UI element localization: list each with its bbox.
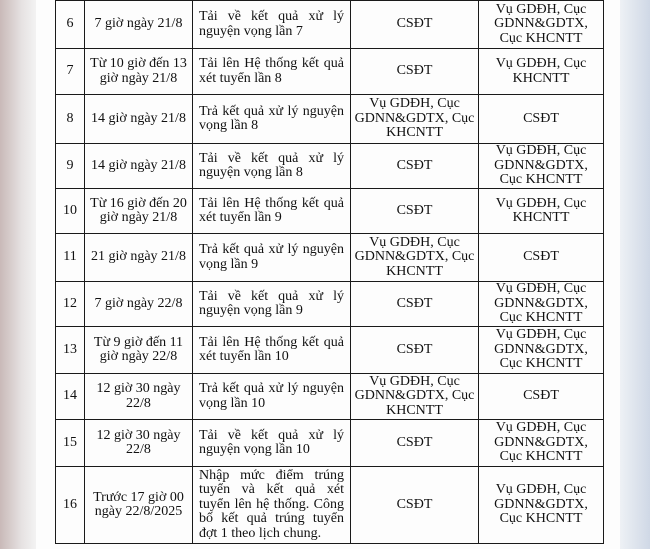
coop-unit-cell: Vụ GDĐH, Cục GDNN&GDTX, Cục KHCNTT	[479, 1, 604, 49]
table-row	[56, 144, 604, 189]
task-cell: Tải về kết quả xử lý nguyện vọng lần 10	[193, 420, 351, 467]
task-cell: Trả kết quả xử lý nguyện vọng lần 8	[193, 95, 351, 144]
row-number-cell: 13	[56, 327, 85, 374]
coop-unit-cell: Vụ GDĐH, Cục GDNN&GDTX, Cục KHCNTT	[479, 327, 604, 374]
coop-unit-cell: Vụ GDĐH, Cục KHCNTT	[479, 189, 604, 234]
task-cell: Tải lên Hệ thống kết quả xét tuyển lần 8	[193, 49, 351, 95]
task-cell: Tải về kết quả xử lý nguyện vọng lần 8	[193, 144, 351, 189]
time-cell: Từ 16 giờ đến 20 giờ ngày 21/8	[85, 189, 193, 234]
table-row	[56, 234, 604, 282]
row-number-cell: 14	[56, 374, 85, 420]
row-number-cell: 6	[56, 1, 85, 49]
task-cell: Nhập mức điểm trúng tuyển và kết quả xét tuyển lên hệ thống. Công bố kết quả trúng tuyển đợt 1 theo lịch chung.	[193, 467, 351, 544]
row-number-cell: 12	[56, 282, 85, 327]
time-cell: 7 giờ ngày 22/8	[85, 282, 193, 327]
task-cell: Trả kết quả xử lý nguyện vọng lần 9	[193, 234, 351, 282]
lead-unit-cell: CSĐT	[351, 49, 479, 95]
task-cell: Trả kết quả xử lý nguyện vọng lần 10	[193, 374, 351, 420]
document-page	[36, 0, 620, 549]
lead-unit-cell: Vụ GDĐH, Cục GDNN&GDTX, Cục KHCNTT	[351, 374, 479, 420]
lead-unit-cell: CSĐT	[351, 467, 479, 544]
time-cell: 21 giờ ngày 21/8	[85, 234, 193, 282]
lead-unit-cell: Vụ GDĐH, Cục GDNN&GDTX, Cục KHCNTT	[351, 234, 479, 282]
table-row	[56, 420, 604, 467]
coop-unit-cell: Vụ GDĐH, Cục GDNN&GDTX, Cục KHCNTT	[479, 420, 604, 467]
lead-unit-cell: CSĐT	[351, 282, 479, 327]
time-cell: Trước 17 giờ 00 ngày 22/8/2025	[85, 467, 193, 544]
task-cell: Tải về kết quả xử lý nguyện vọng lần 9	[193, 282, 351, 327]
coop-unit-cell: CSĐT	[479, 95, 604, 144]
task-cell: Tải lên Hệ thống kết quả xét tuyển lần 9	[193, 189, 351, 234]
table-row	[56, 189, 604, 234]
coop-unit-cell: Vụ GDĐH, Cục KHCNTT	[479, 49, 604, 95]
time-cell: 12 giờ 30 ngày 22/8	[85, 420, 193, 467]
lead-unit-cell: Vụ GDĐH, Cục GDNN&GDTX, Cục KHCNTT	[351, 95, 479, 144]
lead-unit-cell: CSĐT	[351, 1, 479, 49]
right-background-edge	[620, 0, 650, 549]
row-number-cell: 9	[56, 144, 85, 189]
table-row	[56, 95, 604, 144]
time-cell: 14 giờ ngày 21/8	[85, 95, 193, 144]
coop-unit-cell: CSĐT	[479, 234, 604, 282]
table-row	[56, 374, 604, 420]
table-row	[56, 467, 604, 544]
time-cell: 7 giờ ngày 21/8	[85, 1, 193, 49]
lead-unit-cell: CSĐT	[351, 420, 479, 467]
time-cell: Từ 10 giờ đến 13 giờ ngày 21/8	[85, 49, 193, 95]
task-cell: Tải lên Hệ thống kết quả xét tuyển lần 10	[193, 327, 351, 374]
time-cell: 12 giờ 30 ngày 22/8	[85, 374, 193, 420]
time-cell: 14 giờ ngày 21/8	[85, 144, 193, 189]
coop-unit-cell: Vụ GDĐH, Cục GDNN&GDTX, Cục KHCNTT	[479, 467, 604, 544]
table-row	[56, 49, 604, 95]
lead-unit-cell: CSĐT	[351, 327, 479, 374]
table-row	[56, 327, 604, 374]
row-number-cell: 7	[56, 49, 85, 95]
coop-unit-cell: CSĐT	[479, 374, 604, 420]
coop-unit-cell: Vụ GDĐH, Cục GDNN&GDTX, Cục KHCNTT	[479, 282, 604, 327]
table-row	[56, 282, 604, 327]
row-number-cell: 8	[56, 95, 85, 144]
row-number-cell: 15	[56, 420, 85, 467]
left-background-edge	[0, 0, 36, 549]
admission-schedule-table	[55, 0, 604, 544]
coop-unit-cell: Vụ GDĐH, Cục GDNN&GDTX, Cục KHCNTT	[479, 144, 604, 189]
lead-unit-cell: CSĐT	[351, 144, 479, 189]
row-number-cell: 16	[56, 467, 85, 544]
time-cell: Từ 9 giờ đến 11 giờ ngày 22/8	[85, 327, 193, 374]
table-row	[56, 1, 604, 49]
row-number-cell: 10	[56, 189, 85, 234]
lead-unit-cell: CSĐT	[351, 189, 479, 234]
row-number-cell: 11	[56, 234, 85, 282]
task-cell: Tải về kết quả xử lý nguyện vọng lần 7	[193, 1, 351, 49]
